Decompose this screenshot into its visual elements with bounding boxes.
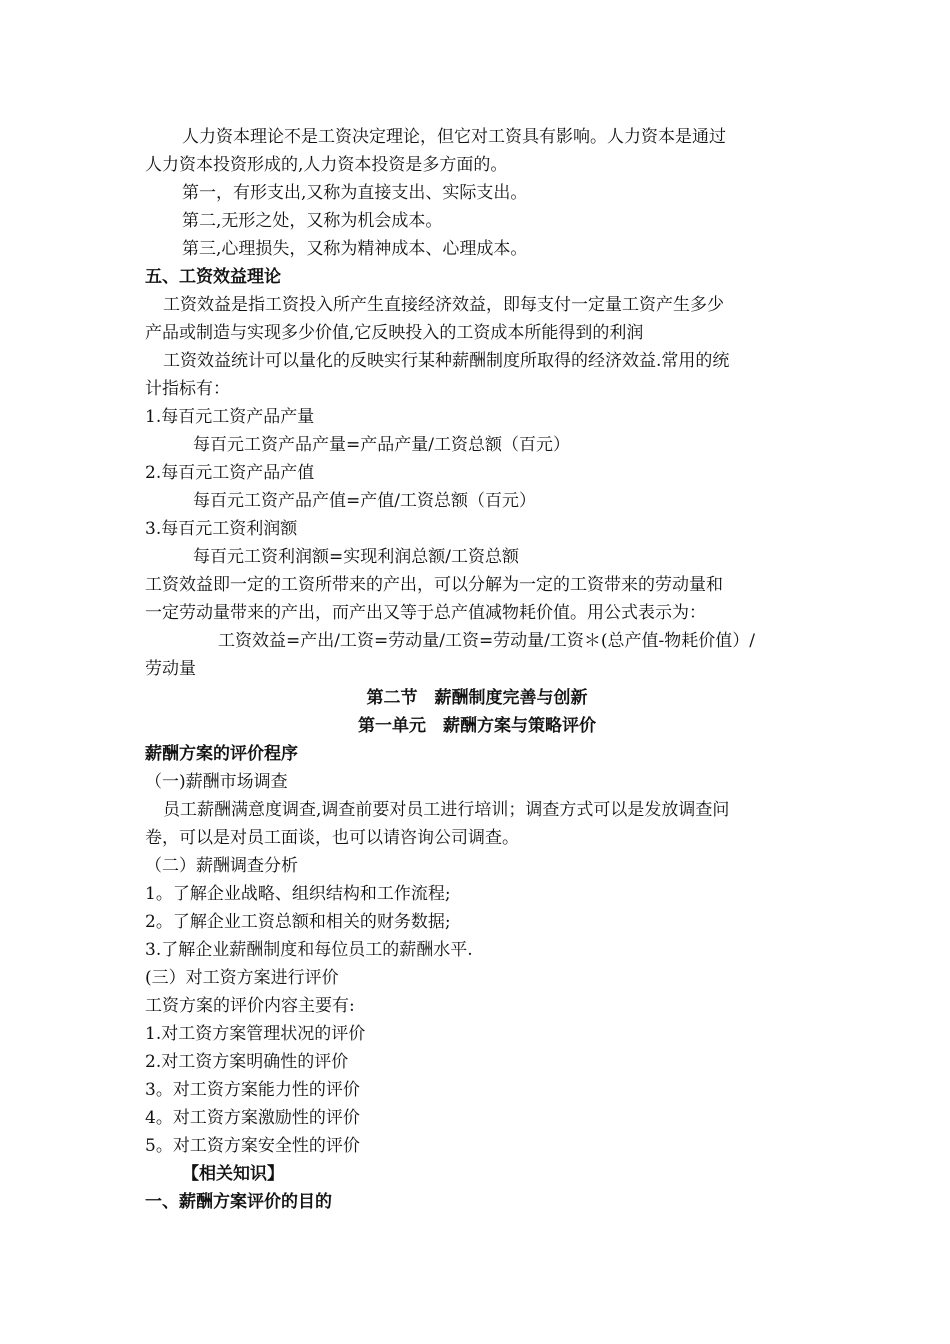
- list-line: 第三,心理损失，又称为精神成本、心理成本。: [182, 239, 528, 259]
- paragraph-line: 工资效益统计可以量化的反映实行某种薪酬制度所取得的经济效益.常用的统: [163, 351, 730, 371]
- step-heading: （一)薪酬市场调查: [145, 772, 288, 792]
- list-line: 第一，有形支出,又称为直接支出、实际支出。: [182, 183, 528, 203]
- formula-line: 每百元工资产品产值=产值/工资总额（百元）: [193, 491, 536, 511]
- paragraph-line: 工资方案的评价内容主要有:: [145, 996, 355, 1016]
- section-heading: 一、薪酬方案评价的目的: [145, 1192, 332, 1212]
- section-heading: 五、工资效益理论: [145, 267, 281, 287]
- list-item: 4。对工资方案激励性的评价: [145, 1108, 360, 1128]
- paragraph-line: 计指标有：: [145, 379, 230, 399]
- list-item: 3.了解企业薪酬制度和每位员工的薪酬水平.: [145, 940, 473, 960]
- step-heading: (三）对工资方案进行评价: [145, 968, 339, 988]
- formula-line: 劳动量: [145, 659, 196, 679]
- chapter-heading: 第二节 薪酬制度完善与创新: [366, 688, 588, 708]
- subsection-heading: 薪酬方案的评价程序: [145, 744, 298, 764]
- paragraph-line: 人力资本理论不是工资决定理论，但它对工资具有影响。人力资本是通过: [182, 127, 726, 147]
- paragraph-line: 员工薪酬满意度调查,调查前要对员工进行培训；调查方式可以是发放调查问: [163, 800, 730, 820]
- paragraph-line: 工资效益即一定的工资所带来的产出，可以分解为一定的工资带来的劳动量和: [145, 575, 723, 595]
- paragraph-line: 人力资本投资形成的,人力资本投资是多方面的。: [145, 155, 508, 175]
- list-item: 2.每百元工资产品产值: [145, 463, 315, 483]
- list-line: 第二,无形之处，又称为机会成本。: [182, 211, 443, 231]
- formula-line: 工资效益=产出/工资=劳动量/工资=劳动量/工资＊(总产值-物耗价值）/: [218, 631, 756, 651]
- list-item: 3。对工资方案能力性的评价: [145, 1080, 360, 1100]
- paragraph-line: 工资效益是指工资投入所产生直接经济效益，即每支付一定量工资产生多少: [163, 295, 724, 315]
- paragraph-line: 一定劳动量带来的产出，而产出又等于总产值减物耗价值。用公式表示为：: [145, 603, 706, 623]
- formula-line: 每百元工资产品产量=产品产量/工资总额（百元）: [193, 435, 570, 455]
- paragraph-line: 卷，可以是对员工面谈，也可以请咨询公司调查。: [145, 828, 519, 848]
- list-item: 1.每百元工资产品产量: [145, 407, 315, 427]
- list-item: 5。对工资方案安全性的评价: [145, 1136, 360, 1156]
- related-knowledge-heading: 【相关知识】: [182, 1164, 284, 1184]
- formula-line: 每百元工资利润额=实现利润总额/工资总额: [193, 547, 519, 567]
- list-item: 1.对工资方案管理状况的评价: [145, 1024, 366, 1044]
- unit-heading: 第一单元 薪酬方案与策略评价: [358, 716, 596, 736]
- list-item: 1。了解企业战略、组织结构和工作流程;: [145, 884, 451, 904]
- list-item: 2。了解企业工资总额和相关的财务数据;: [145, 912, 451, 932]
- list-item: 2.对工资方案明确性的评价: [145, 1052, 349, 1072]
- step-heading: （二）薪酬调查分析: [145, 856, 298, 876]
- list-item: 3.每百元工资利润额: [145, 519, 298, 539]
- paragraph-line: 产品或制造与实现多少价值,它反映投入的工资成本所能得到的利润: [145, 323, 644, 343]
